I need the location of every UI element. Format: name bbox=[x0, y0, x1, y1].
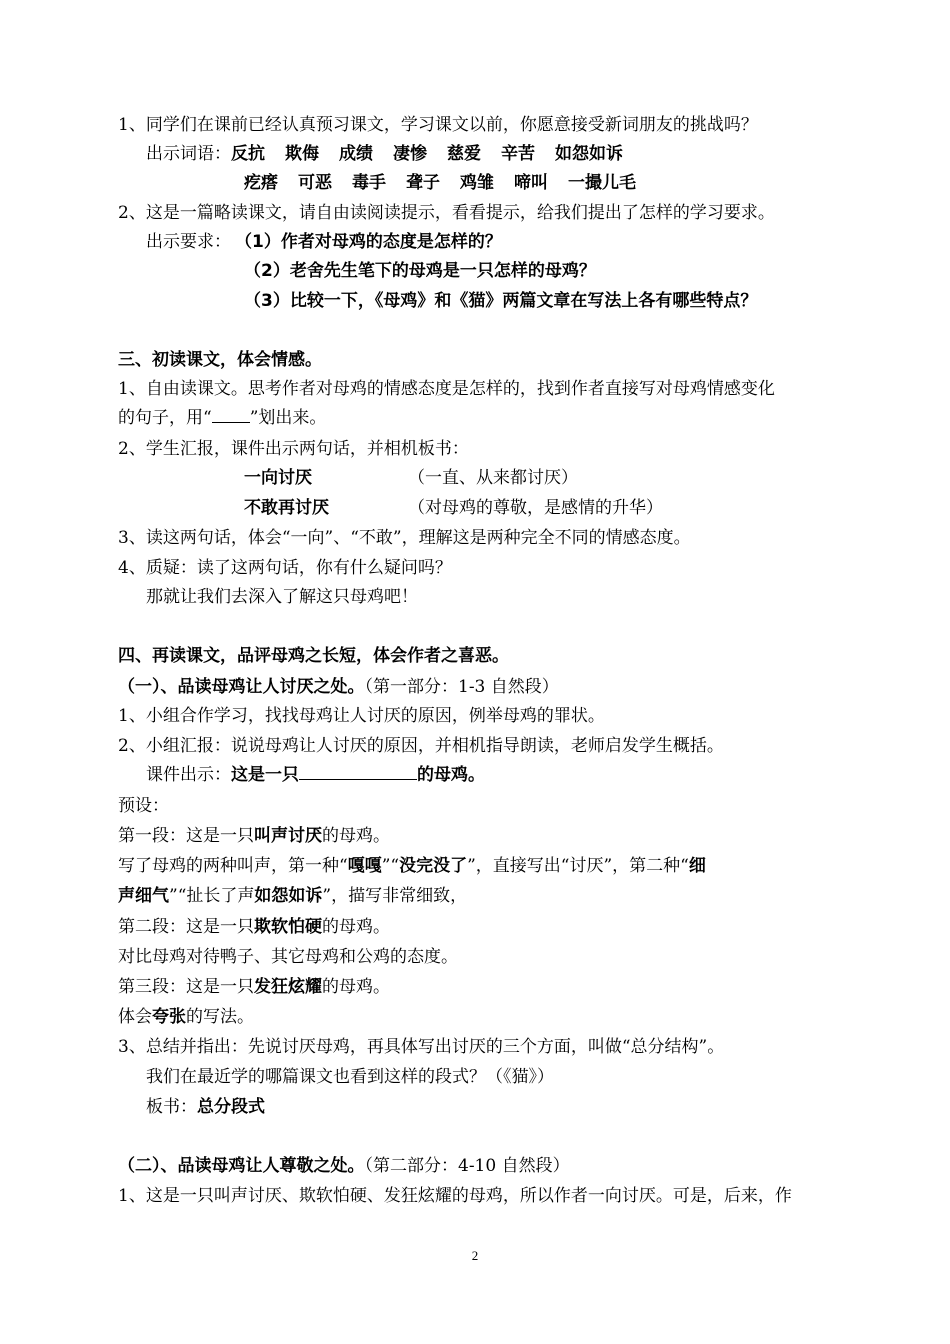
page-number: 2 bbox=[471, 1248, 479, 1263]
s4-item3b: 我们在最近学的哪篇课文也看到这样的段式？（《猫》） bbox=[146, 1067, 554, 1087]
show-line bbox=[146, 764, 485, 786]
word: 鸡雏 bbox=[460, 173, 494, 193]
text: 的句子，用“ bbox=[118, 408, 212, 428]
req-2: （2）老舍先生笔下的母鸡是一只怎样的母鸡？ bbox=[244, 261, 596, 281]
phrase-2: 不敢再讨厌 bbox=[244, 498, 329, 518]
text: ”“扯长了声 bbox=[169, 886, 255, 906]
word: 成绩 bbox=[339, 144, 373, 164]
show-label: 课件出示： bbox=[146, 765, 231, 785]
text: 没完没了 bbox=[399, 856, 468, 876]
note-2: （对母鸡的尊敬，是感情的升华） bbox=[408, 498, 663, 518]
text: 欺软怕硬 bbox=[254, 917, 322, 937]
word: 如怨如诉 bbox=[555, 144, 623, 164]
text: 第二段：这是一只 bbox=[118, 917, 254, 937]
sub2-title: （二）、品读母鸡让人尊敬之处。 bbox=[118, 1156, 365, 1176]
text: 如怨如诉 bbox=[254, 886, 323, 906]
text: 第一段：这是一只 bbox=[118, 826, 254, 846]
p2 bbox=[118, 916, 390, 938]
words-row2 bbox=[244, 172, 636, 194]
p2-desc: 对比母鸡对待鸭子、其它母鸡和公鸡的态度。 bbox=[118, 947, 458, 967]
word: 聋子 bbox=[406, 173, 440, 193]
req-line1 bbox=[146, 231, 502, 253]
sub1-title: （一）、品读母鸡让人讨厌之处。 bbox=[118, 677, 365, 697]
text: 细 bbox=[688, 856, 706, 876]
req-label: 出示要求： bbox=[146, 232, 231, 252]
req-1: （1）作者对母鸡的态度是怎样的？ bbox=[235, 232, 502, 252]
word: 欺侮 bbox=[285, 144, 319, 164]
text: ”划出来。 bbox=[249, 408, 327, 428]
s3-heading: 三、初读课文，体会情感。 bbox=[118, 350, 322, 370]
text: 的母鸡。 bbox=[322, 977, 390, 997]
s3-item1a: 1、自由读课文。思考作者对母鸡的情感态度是怎样的，找到作者直接写对母鸡情感变化 bbox=[118, 379, 775, 399]
word: 反抗 bbox=[231, 144, 265, 164]
s3-item4: 4、质疑：读了这两句话，你有什么疑问吗？ bbox=[118, 558, 452, 578]
text: 写了母鸡的两种叫声，第一种“ bbox=[118, 856, 348, 876]
board-line bbox=[146, 1096, 265, 1118]
word: 辛苦 bbox=[501, 144, 535, 164]
text: 第三段：这是一只 bbox=[118, 977, 254, 997]
text: 体会 bbox=[118, 1007, 152, 1027]
s2-item2: 2、这是一篇略读课文，请自由读阅读提示，看看提示，给我们提出了怎样的学习要求。 bbox=[118, 203, 775, 223]
s4-item2: 2、小组汇报：说说母鸡让人讨厌的原因，并相机指导朗读，老师启发学生概括。 bbox=[118, 736, 724, 756]
word: 凄惨 bbox=[393, 144, 427, 164]
blank-underline bbox=[212, 408, 250, 423]
phrase-1: 一向讨厌 bbox=[244, 468, 312, 488]
s4-heading: 四、再读课文，品评母鸡之长短，体会作者之喜恶。 bbox=[118, 646, 509, 666]
text: ”，描写非常细致， bbox=[322, 886, 468, 906]
s4-item-last: 1、这是一只叫声讨厌、欺软怕硬、发狂炫耀的母鸡，所以作者一向讨厌。可是，后来，作 bbox=[118, 1186, 792, 1206]
text: 声细气 bbox=[118, 886, 169, 906]
p3 bbox=[118, 976, 390, 998]
req-3: （3）比较一下，《母鸡》和《猫》两篇文章在写法上各有哪些特点？ bbox=[244, 291, 758, 311]
s4-sub1 bbox=[118, 676, 559, 698]
s4-sub2 bbox=[118, 1155, 570, 1177]
p1 bbox=[118, 825, 390, 847]
text: 夸张 bbox=[152, 1007, 186, 1027]
text: 发狂炫耀 bbox=[254, 977, 322, 997]
words-label: 出示词语： bbox=[146, 144, 231, 164]
p1-desc-2 bbox=[118, 885, 467, 907]
text: 这是一只 bbox=[231, 765, 299, 785]
preset: 预设： bbox=[118, 796, 169, 816]
text: 的写法。 bbox=[186, 1007, 254, 1027]
s4-item1: 1、小组合作学习，找找母鸡让人讨厌的原因，例举母鸡的罪状。 bbox=[118, 706, 605, 726]
words-row1 bbox=[146, 143, 623, 165]
blank-underline bbox=[299, 765, 417, 780]
word: 啼叫 bbox=[514, 173, 548, 193]
board-text: 总分段式 bbox=[197, 1097, 265, 1117]
word: 一撮儿毛 bbox=[568, 173, 636, 193]
word: 可恶 bbox=[298, 173, 332, 193]
word: 疙瘩 bbox=[244, 173, 278, 193]
text: ”“ bbox=[381, 856, 400, 876]
word: 毒手 bbox=[352, 173, 386, 193]
text: 的母鸡。 bbox=[417, 765, 485, 785]
s3-item3: 3、读这两句话，体会“一向”、“不敢”，理解这是两种完全不同的情感态度。 bbox=[118, 528, 691, 548]
s2-item1: 1、同学们在课前已经认真预习课文，学习课文以前，你愿意接受新词朋友的挑战吗？ bbox=[118, 115, 758, 135]
text: 的母鸡。 bbox=[322, 826, 390, 846]
p3-desc bbox=[118, 1006, 254, 1028]
text: 叫声讨厌 bbox=[254, 826, 322, 846]
sub2-range: （第二部分：4-10 自然段） bbox=[364, 1156, 570, 1176]
note-1: （一直、从来都讨厌） bbox=[408, 468, 578, 488]
text: ”，直接写出“讨厌”，第二种“ bbox=[467, 856, 689, 876]
sub1-range: （第一部分：1-3 自然段） bbox=[364, 677, 559, 697]
s3-item4b: 那就让我们去深入了解这只母鸡吧！ bbox=[146, 587, 418, 607]
text: 的母鸡。 bbox=[322, 917, 390, 937]
s3-item2: 2、学生汇报，课件出示两句话，并相机板书： bbox=[118, 439, 469, 459]
s3-item1b bbox=[118, 407, 326, 429]
text: 嘎嘎 bbox=[347, 856, 382, 876]
p1-desc bbox=[118, 855, 706, 877]
s4-item3: 3、总结并指出：先说讨厌母鸡，再具体写出讨厌的三个方面，叫做“总分结构”。 bbox=[118, 1037, 725, 1057]
word: 慈爱 bbox=[447, 144, 481, 164]
board-label: 板书： bbox=[146, 1097, 197, 1117]
